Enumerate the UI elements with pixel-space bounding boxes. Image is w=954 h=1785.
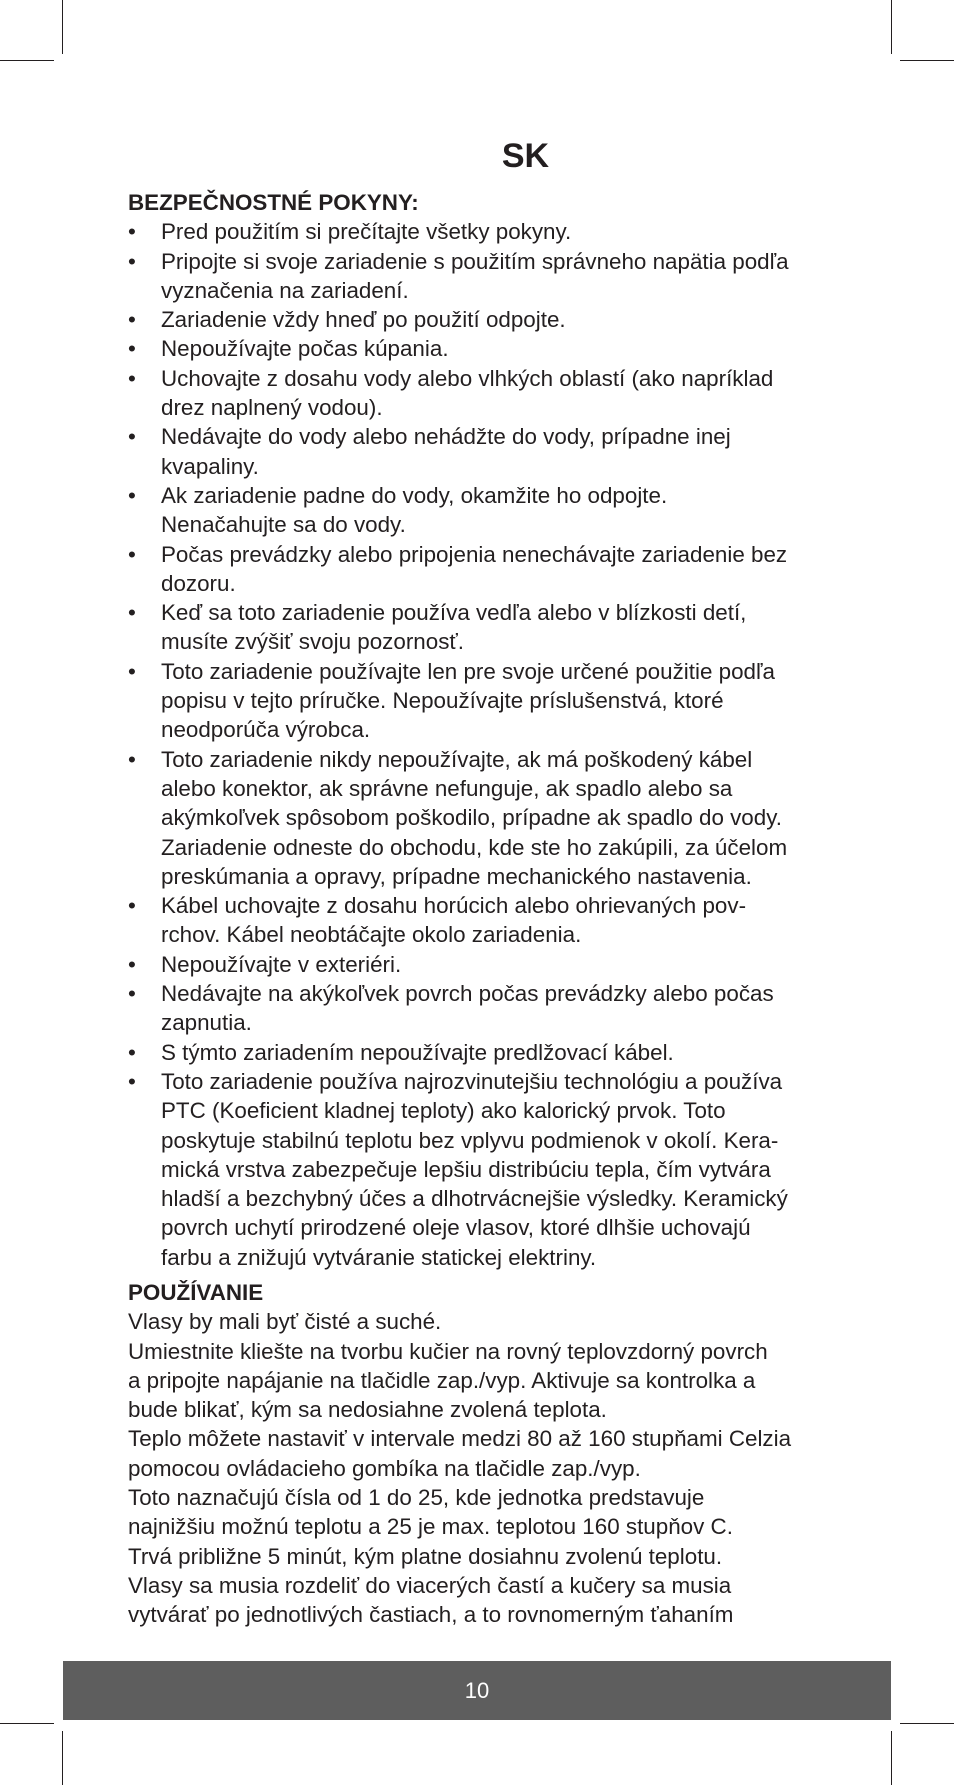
bullet-icon: •: [128, 307, 136, 333]
manual-page-content: [128, 136, 828, 1630]
safety-item-line: alebo konektor, ak správne nefunguje, ak spadlo alebo sa: [161, 775, 733, 801]
safety-item-line: hladší a bezchybný účes a dlhotrvácnejšie výsledky. Keramický: [161, 1186, 788, 1212]
bullet-icon: •: [128, 219, 136, 245]
safety-item-line: Pripojte si svoje zariadenie s použitím správneho napätia podľa: [161, 248, 789, 274]
safety-item-line: Nepoužívajte počas kúpania.: [161, 336, 449, 362]
language-code-title: SK: [501, 137, 550, 175]
safety-list-item: [128, 891, 828, 950]
safety-item-line: dozoru.: [161, 570, 236, 596]
safety-item-line: Pred použitím si prečítajte všetky pokyny.: [161, 219, 572, 245]
safety-item-line: Nenačahujte sa do vody.: [161, 512, 406, 538]
usage-heading: POUŽÍVANIE: [128, 1279, 264, 1305]
safety-item-line: popisu v tejto príručke. Nepoužívajte príslušenstvá, ktoré: [161, 688, 724, 714]
crop-mark-bottom-right-vertical: [891, 1731, 892, 1785]
safety-list-item: [128, 334, 828, 363]
bullet-icon: •: [128, 365, 136, 391]
safety-list-item: [128, 540, 828, 599]
safety-list-item: [128, 1067, 828, 1272]
crop-mark-top-left-vertical: [62, 0, 63, 54]
usage-text-line: Toto naznačujú čísla od 1 do 25, kde jednotka predstavuje: [128, 1485, 705, 1511]
page-footer-band: [63, 1661, 891, 1720]
bullet-icon: •: [128, 893, 136, 919]
crop-mark-bottom-right-horizontal: [900, 1723, 954, 1724]
safety-item-line: farbu a znižujú vytváranie statickej elektriny.: [161, 1244, 597, 1270]
bullet-icon: •: [128, 541, 136, 567]
bullet-icon: •: [128, 746, 136, 772]
safety-item-line: musíte zvýšiť svoju pozornosť.: [161, 629, 465, 655]
safety-item-line: Ak zariadenie padne do vody, okamžite ho odpojte.: [161, 482, 668, 508]
safety-item-line: neodporúča výrobca.: [161, 717, 371, 743]
safety-item-line: Zariadenie vždy hneď po použití odpojte.: [161, 307, 566, 333]
safety-item-line: preskúmania a opravy, prípadne mechanického nastavenia.: [161, 863, 752, 889]
page-number: 10: [464, 1678, 490, 1703]
bullet-icon: •: [128, 482, 136, 508]
safety-list-item: [128, 979, 828, 1038]
safety-list-item: [128, 364, 828, 423]
usage-text-line: pomocou ovládacieho gombíka na tlačidle zap./vyp.: [128, 1455, 641, 1481]
safety-list-item: [128, 1038, 828, 1067]
safety-item-line: Toto zariadenie používa najrozvinutejšiu technológiu a používa: [161, 1068, 783, 1094]
safety-item-line: Zariadenie odneste do obchodu, kde ste ho zakúpili, za účelom: [161, 834, 788, 860]
safety-instructions-list: [128, 217, 828, 1272]
safety-item-line: Uchovajte z dosahu vody alebo vlhkých oblastí (ako napríklad: [161, 365, 774, 391]
crop-mark-bottom-left-horizontal: [0, 1723, 54, 1724]
safety-list-item: [128, 247, 828, 306]
bullet-icon: •: [128, 1039, 136, 1065]
usage-text-line: vytvárať po jednotlivých častiach, a to rovnomerným ťahaním: [128, 1602, 734, 1628]
usage-text-line: Trvá približne 5 minút, kým platne dosiahnu zvolenú teplotu.: [128, 1543, 723, 1569]
safety-item-line: Toto zariadenie nikdy nepoužívajte, ak má poškodený kábel: [161, 746, 753, 772]
safety-item-line: povrch uchytí prirodzené oleje vlasov, ktoré dlhšie uchovajú: [161, 1215, 751, 1241]
safety-item-line: PTC (Koeficient kladnej teploty) ako kalorický prvok. Toto: [161, 1098, 726, 1124]
bullet-icon: •: [128, 336, 136, 362]
safety-item-line: Počas prevádzky alebo pripojenia nenechávajte zariadenie bez: [161, 541, 788, 567]
safety-item-line: vyznačenia na zariadení.: [161, 277, 409, 303]
bullet-icon: •: [128, 600, 136, 626]
usage-text-line: najnižšiu možnú teplotu a 25 je max. teplotou 160 stupňov C.: [128, 1514, 733, 1540]
safety-list-item: [128, 745, 828, 891]
usage-text-line: Vlasy by mali byť čisté a suché.: [128, 1309, 442, 1335]
crop-mark-top-right-horizontal: [900, 60, 954, 61]
usage-text-line: Vlasy sa musia rozdeliť do viacerých častí a kučery sa musia: [128, 1572, 732, 1598]
safety-item-line: kvapaliny.: [161, 453, 259, 479]
usage-text-line: a pripojte napájanie na tlačidle zap./vyp. Aktivuje sa kontrolka a: [128, 1367, 756, 1393]
safety-item-line: drez naplnený vodou).: [161, 395, 383, 421]
safety-list-item: [128, 217, 828, 246]
safety-item-line: Kábel uchovajte z dosahu horúcich alebo ohrievaných pov-: [161, 893, 747, 919]
safety-list-item: [128, 422, 828, 481]
safety-list-item: [128, 598, 828, 657]
safety-list-item: [128, 305, 828, 334]
safety-item-line: Nepoužívajte v exteriéri.: [161, 951, 402, 977]
safety-item-line: S týmto zariadením nepoužívajte predlžovací kábel.: [161, 1039, 674, 1065]
bullet-icon: •: [128, 424, 136, 450]
usage-text-line: bude blikať, kým sa nedosiahne zvolená teplota.: [128, 1397, 607, 1423]
bullet-icon: •: [128, 248, 136, 274]
safety-item-line: Nedávajte na akýkoľvek povrch počas prevádzky alebo počas: [161, 981, 774, 1007]
bullet-icon: •: [128, 951, 136, 977]
safety-item-line: rchov. Kábel neobtáčajte okolo zariadenia.: [161, 922, 582, 948]
safety-item-line: Keď sa toto zariadenie používa vedľa alebo v blízkosti detí,: [161, 600, 747, 626]
safety-item-line: mická vrstva zabezpečuje lepšiu distribúciu tepla, čím vytvára: [161, 1156, 771, 1182]
bullet-icon: •: [128, 1068, 136, 1094]
safety-list-item: [128, 657, 828, 745]
safety-item-line: zapnutia.: [161, 1010, 252, 1036]
safety-item-line: Toto zariadenie používajte len pre svoje určené použitie podľa: [161, 658, 775, 684]
crop-mark-top-left-horizontal: [0, 60, 54, 61]
safety-item-line: poskytuje stabilnú teplotu bez vplyvu podmienok v okolí. Kera-: [161, 1127, 779, 1153]
safety-heading: BEZPEČNOSTNÉ POKYNY:: [128, 190, 419, 215]
usage-text-line: Teplo môžete nastaviť v intervale medzi 80 až 160 stupňami Celzia: [128, 1426, 792, 1452]
safety-item-line: akýmkoľvek spôsobom poškodilo, prípadne ak spadlo do vody.: [161, 805, 782, 831]
usage-instructions: [128, 1307, 828, 1629]
bullet-icon: •: [128, 981, 136, 1007]
bullet-icon: •: [128, 658, 136, 684]
crop-mark-bottom-left-vertical: [62, 1731, 63, 1785]
safety-item-line: Nedávajte do vody alebo nehádžte do vody, prípadne inej: [161, 424, 731, 450]
usage-text-line: Umiestnite kliešte na tvorbu kučier na rovný teplovzdorný povrch: [128, 1338, 768, 1364]
crop-mark-top-right-vertical: [891, 0, 892, 54]
safety-list-item: [128, 481, 828, 540]
safety-list-item: [128, 950, 828, 979]
